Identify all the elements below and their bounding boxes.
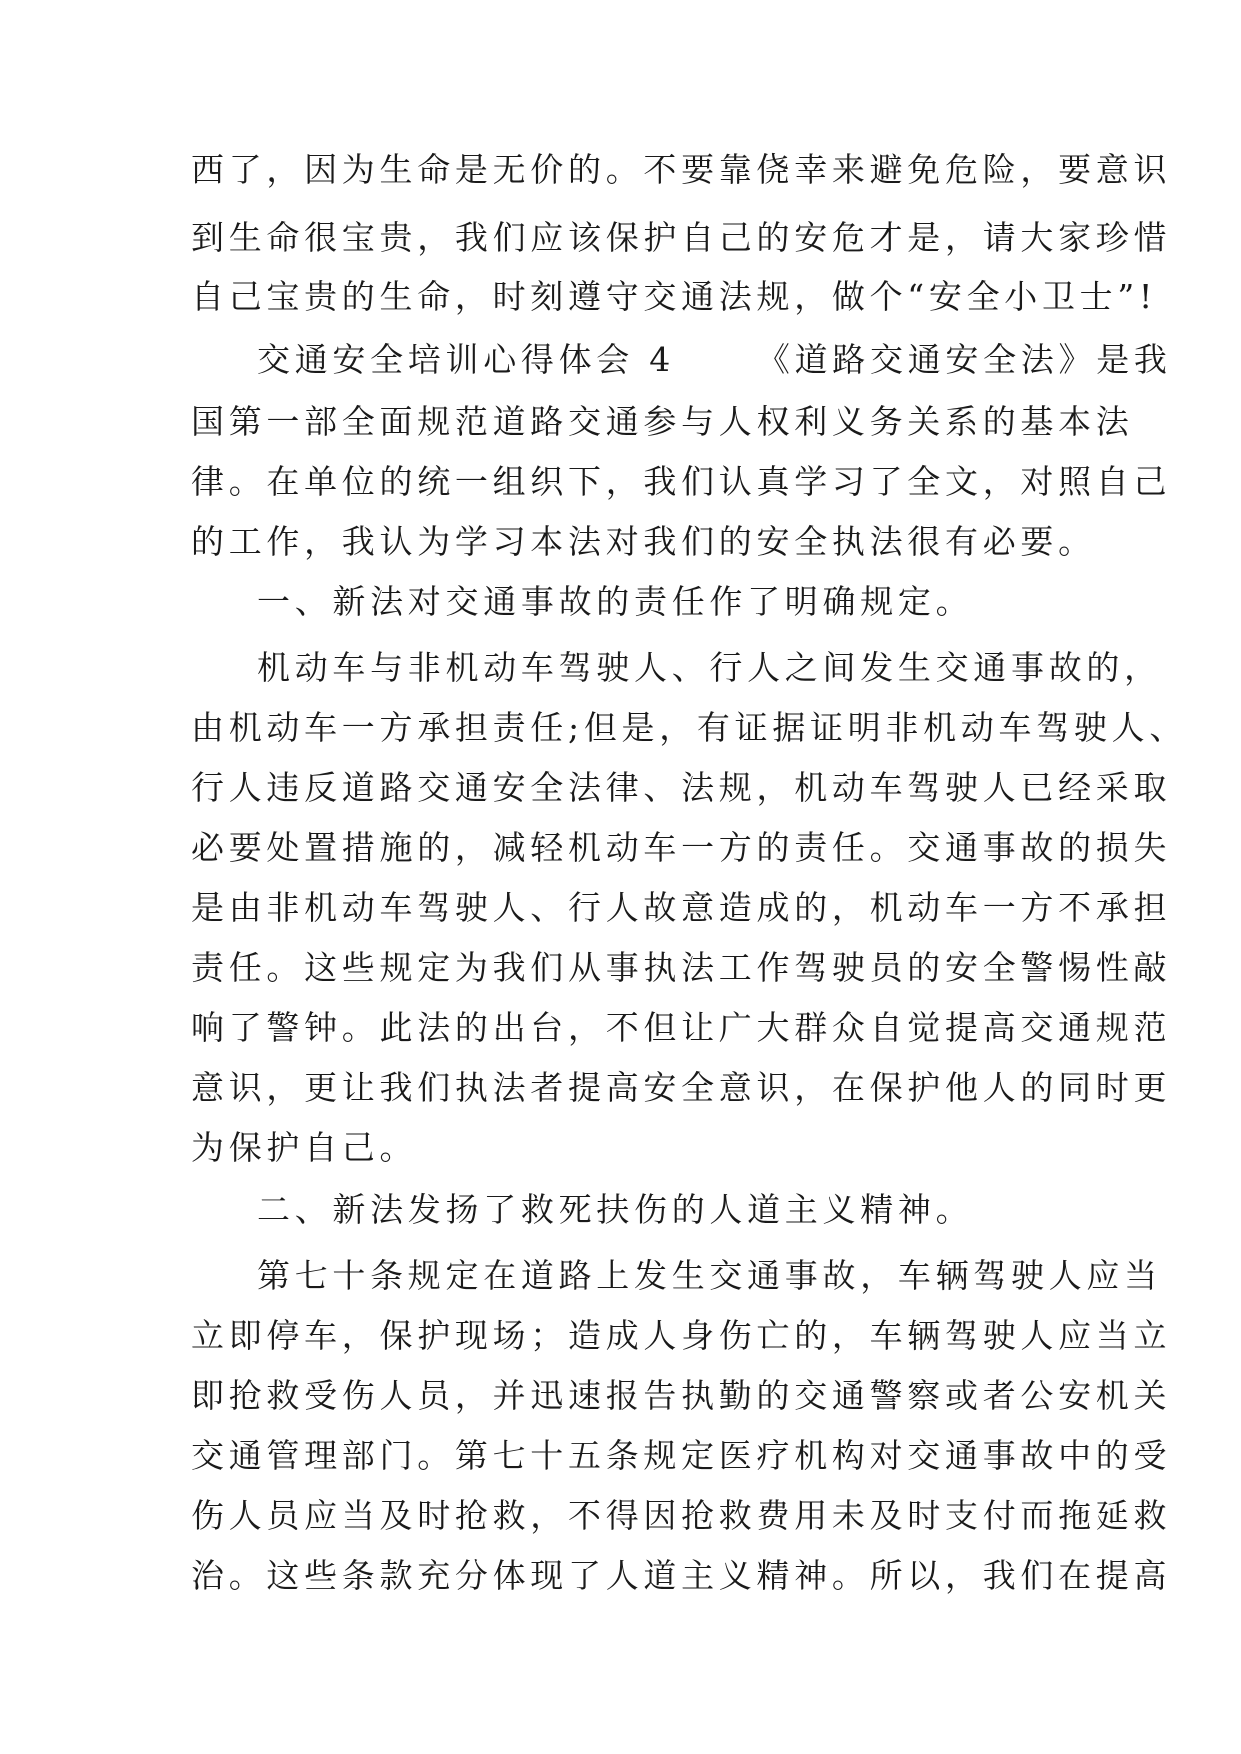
text-line: 即抢救受伤人员，并迅速报告执勤的交通警察或者公安机关: [191, 1376, 1172, 1415]
text-line: 到生命很宝贵，我们应该保护自己的安危才是，请大家珍惜: [191, 218, 1172, 257]
subheading-line: 二、新法发扬了救死扶伤的人道主义精神。: [257, 1190, 974, 1229]
text-line: 交通管理部门。第七十五条规定医疗机构对交通事故中的受: [191, 1436, 1172, 1475]
text-line: 立即停车，保护现场；造成人身伤亡的，车辆驾驶人应当立: [191, 1316, 1172, 1355]
text-line: 第七十条规定在道路上发生交通事故，车辆驾驶人应当: [257, 1256, 1162, 1295]
text-line: 意识，更让我们执法者提高安全意识，在保护他人的同时更: [191, 1068, 1172, 1107]
text-line: 为保护自己。: [191, 1128, 418, 1167]
text-line: 西了，因为生命是无价的。不要靠侥幸来避免危险，要意识: [191, 150, 1172, 189]
text-line: 必要处置措施的，减轻机动车一方的责任。交通事故的损失: [191, 828, 1172, 867]
text-line: 行人违反道路交通安全法律、法规，机动车驾驶人已经采取: [191, 768, 1172, 807]
text-line: 律。在单位的统一组织下，我们认真学习了全文，对照自己: [191, 462, 1172, 501]
text-line: 由机动车一方承担责任;但是，有证据证明非机动车驾驶人、: [191, 708, 1188, 747]
text-line: 机动车与非机动车驾驶人、行人之间发生交通事故的，: [257, 648, 1162, 687]
text-line: 治。这些条款充分体现了人道主义精神。所以，我们在提高: [191, 1556, 1172, 1595]
text-line: 责任。这些规定为我们从事执法工作驾驶员的安全警惕性敲: [191, 948, 1172, 987]
text-line: 伤人员应当及时抢救，不得因抢救费用未及时支付而拖延救: [191, 1496, 1172, 1535]
text-line: 国第一部全面规范道路交通参与人权利义务关系的基本法: [191, 402, 1134, 441]
text-fragment: 《道路交通安全法》是我: [756, 340, 1172, 379]
section-heading-line: [257, 330, 1172, 390]
section-title: 交通安全培训心得体会 4: [257, 340, 675, 379]
text-line: 的工作，我认为学习本法对我们的安全执法很有必要。: [191, 522, 1096, 561]
subheading-line: 一、新法对交通事故的责任作了明确规定。: [257, 582, 974, 621]
text-line: 是由非机动车驾驶人、行人故意造成的，机动车一方不承担: [191, 888, 1172, 927]
text-line: 响了警钟。此法的出台，不但让广大群众自觉提高交通规范: [191, 1008, 1172, 1047]
text-line: 自己宝贵的生命，时刻遵守交通法规，做个“安全小卫士”!: [191, 277, 1157, 316]
